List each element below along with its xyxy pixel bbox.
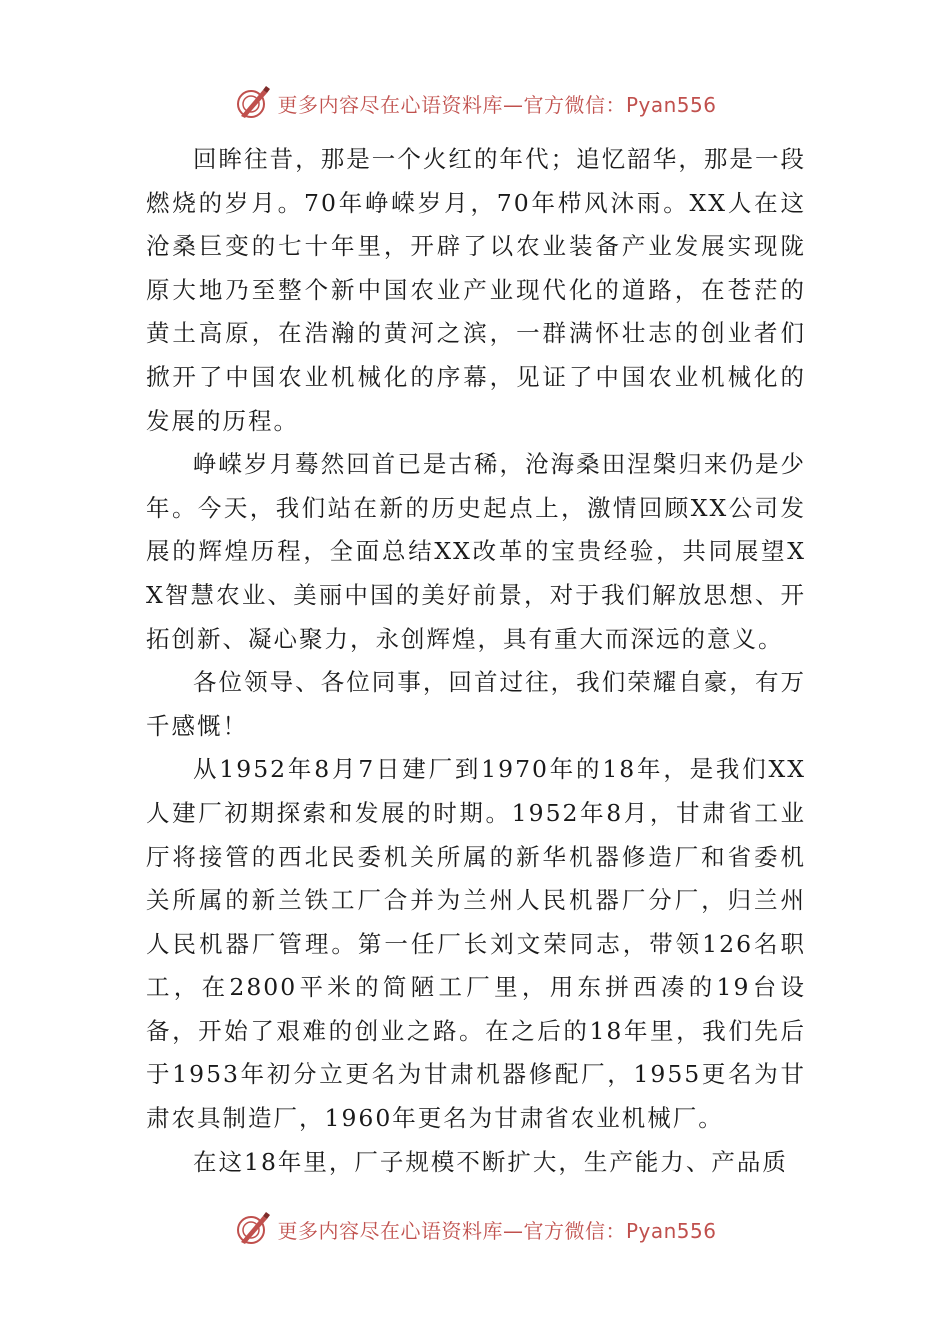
pen-logo-icon (233, 1210, 271, 1248)
pen-logo-icon (233, 84, 271, 122)
header-banner (0, 84, 950, 122)
paragraph: 各位领导、各位同事，回首过往，我们荣耀自豪，有万千感慨！ (146, 668, 806, 740)
paragraph: 峥嵘岁月蓦然回首已是古稀，沧海桑田涅槃归来仍是少年。今天，我们站在新的历史起点上，激情回顾XX公司发展的辉煌历程，全面总结XX改革的宝贵经验，共同展望XX智慧农业、美丽中国的美好前景，对于我们解放思想、开拓创新、凝心聚力，永创辉煌，具有重大而深远的意义。 (146, 450, 806, 653)
banner-text: 更多内容尽在心语资料库—官方微信：Pyan556 (277, 92, 717, 117)
footer-banner (0, 1210, 950, 1248)
banner-text: 更多内容尽在心语资料库—官方微信：Pyan556 (277, 1218, 717, 1243)
document-body (146, 138, 806, 1184)
paragraph: 从1952年8月7日建厂到1970年的18年，是我们XX人建厂初期探索和发展的时期。1952年8月，甘肃省工业厅将接管的西北民委机关所属的新华机器修造厂和省委机关所属的新兰铁工厂合并为兰州人民机器厂分厂，归兰州人民机器厂管理。第一任厂长刘文荣同志，带领126名职工，在2800平米的简陋工厂里，用东拼西凑的19台设备，开始了艰难的创业之路。在之后的18年里，我们先后于1953年初分立更名为甘肃机器修配厂，1955更名为甘肃农具制造厂，1960年更名为甘肃省农业机械厂。 (146, 755, 806, 1133)
paragraph: 在这18年里，厂子规模不断扩大，生产能力、产品质 (193, 1147, 788, 1176)
paragraph: 回眸往昔，那是一个火红的年代；追忆韶华，那是一段燃烧的岁月。70年峥嵘岁月，70年栉风沐雨。XX人在这沧桑巨变的七十年里，开辟了以农业装备产业发展实现陇原大地乃至整个新中国农业产业现代化的道路，在苍茫的黄土高原，在浩瀚的黄河之滨，一群满怀壮志的创业者们掀开了中国农业机械化的序幕，见证了中国农业机械化的发展的历程。 (146, 145, 806, 435)
